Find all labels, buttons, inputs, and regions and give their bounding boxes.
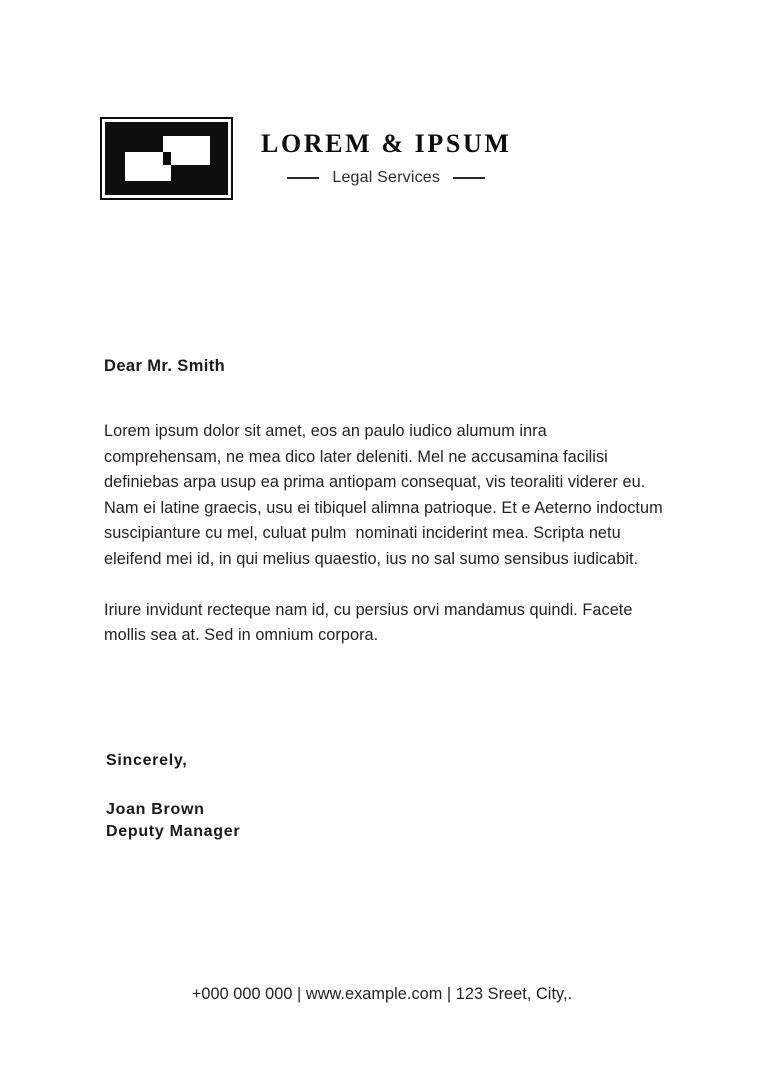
logo-rect-overlap bbox=[163, 152, 172, 165]
tagline-rule-left bbox=[287, 177, 319, 179]
footer-contact-line: +000 000 000 | www.example.com | 123 Sreet, City,. bbox=[191, 985, 573, 1003]
letter-body bbox=[104, 419, 666, 649]
page-footer bbox=[0, 985, 764, 1004]
logo-inner-field bbox=[105, 122, 228, 195]
letterhead-header bbox=[100, 117, 511, 200]
letter-paragraph: Lorem ipsum dolor sit amet, eos an paulo iudico alumum inra comprehensam, ne mea dico later deleniti. Mel ne accusamina facilisi definiebas arpa usup ea prima antiopam consequat, vis teoraliti viderer eu. Nam ei latine graecis, usu ei tibiquel alimna patrioque. Et e Aeterno indoctum suscipianture cu mel, culuat pulm nominati inciderint mea. Scripta netu eleifend mei id, in qui melius quaestio, ius no sal sumo sensibus iudicabit. bbox=[104, 422, 668, 568]
company-logo-mark-icon bbox=[100, 117, 233, 200]
company-tagline: Legal Services bbox=[332, 168, 441, 186]
brand-block bbox=[261, 130, 511, 187]
company-name: LOREM & IPSUM bbox=[261, 129, 512, 159]
signer-title: Deputy Manager bbox=[106, 823, 241, 840]
tagline-rule-right bbox=[453, 177, 485, 179]
tagline-row bbox=[261, 169, 511, 187]
signer bbox=[106, 799, 240, 843]
letter-paragraph: Iriure invidunt recteque nam id, cu persius orvi mandamus quindi. Facete mollis sea at. Sed in omnium corpora. bbox=[104, 600, 638, 644]
sign-off: Sincerely, bbox=[106, 752, 188, 769]
signer-name: Joan Brown bbox=[106, 801, 205, 818]
signature-block bbox=[106, 752, 240, 843]
letter-salutation: Dear Mr. Smith bbox=[104, 357, 226, 375]
